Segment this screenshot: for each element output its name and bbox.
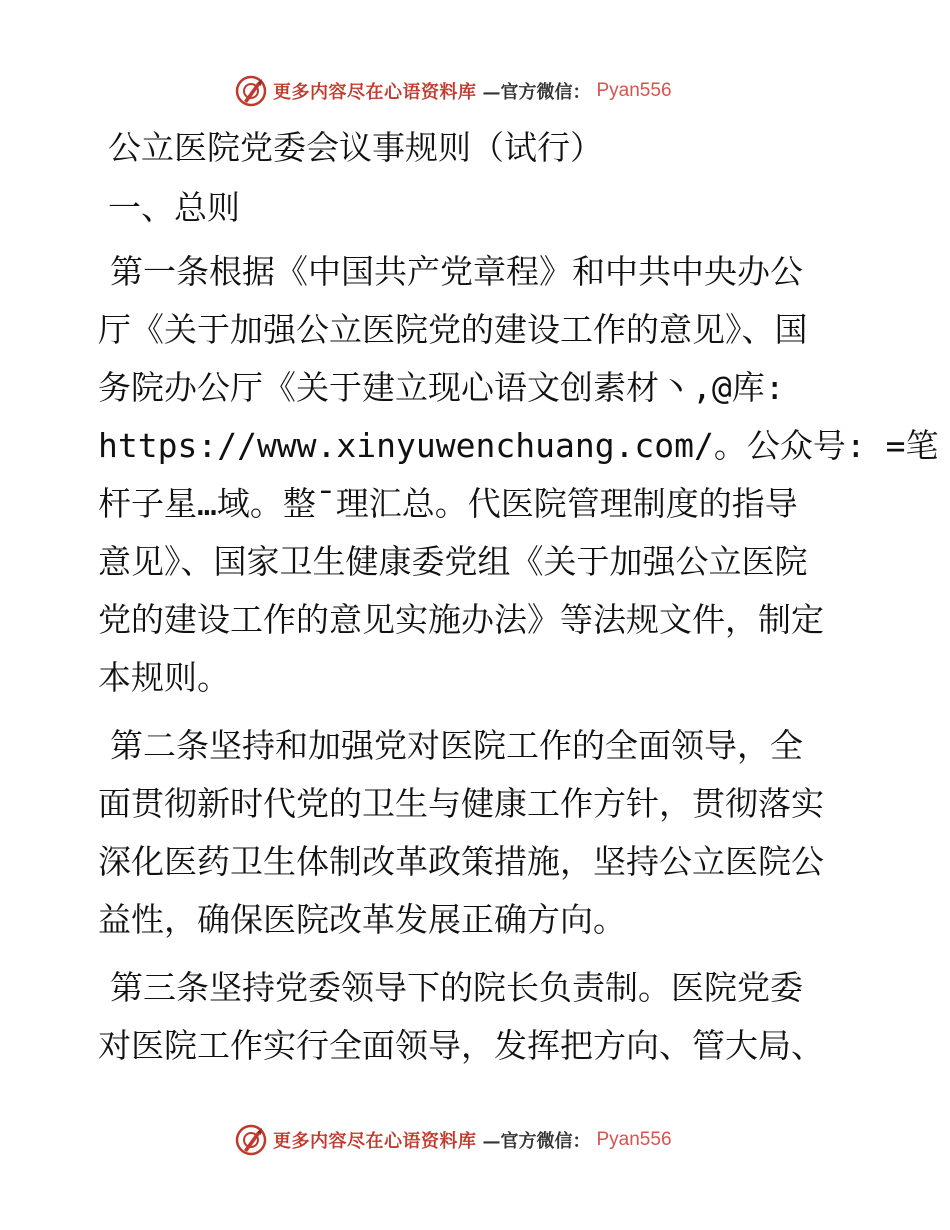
watermark-text: 更多内容尽在心语资料库 xyxy=(273,1131,477,1152)
paragraph-line: 第二条坚持和加强党对医院工作的全面领导，全 xyxy=(110,726,803,765)
paragraph-line: 本规则。 xyxy=(98,658,230,697)
paragraph-line: 杆子星…域。整¯理汇总。代医院管理制度的指导 xyxy=(98,484,798,523)
watermark-suffix: —官方微信： xyxy=(482,82,591,103)
paragraph-article-3 xyxy=(98,959,850,1075)
watermark-suffix: —官方微信： xyxy=(482,1131,591,1152)
paragraph-line: 务院办公厅《关于建立现心语文创素材丶,@库: xyxy=(98,368,785,407)
logo-icon xyxy=(235,75,267,107)
paragraph-line: 党的建设工作的意见实施办法》等法规文件，制定 xyxy=(98,600,824,639)
paragraph-line: https://www.xinyuwenchuang.com/。公众号: =笔 xyxy=(98,426,939,465)
paragraph-article-1 xyxy=(98,243,939,707)
section-heading: 一、总则 xyxy=(108,188,240,227)
paragraph-line: 深化医药卫生体制改革政策措施，坚持公立医院公 xyxy=(98,842,824,881)
document-body xyxy=(98,123,939,1085)
paragraph-line: 对医院工作实行全面领导，发挥把方向、管大局、 xyxy=(98,1026,824,1065)
watermark-banner-bottom xyxy=(235,1123,672,1157)
watermark-id: Pyan556 xyxy=(596,80,672,101)
paragraph-line: 面贯彻新时代党的卫生与健康工作方针，贯彻落实 xyxy=(98,784,824,823)
logo-icon xyxy=(235,1124,267,1156)
paragraph-line: 第三条坚持党委领导下的院长负责制。医院党委 xyxy=(110,968,803,1007)
paragraph-line: 意见》、国家卫生健康委党组《关于加强公立医院 xyxy=(98,542,808,581)
watermark-text: 更多内容尽在心语资料库 xyxy=(273,82,477,103)
paragraph-line: 益性，确保医院改革发展正确方向。 xyxy=(98,900,626,939)
watermark-banner-top xyxy=(235,74,672,108)
paragraph-line: 第一条根据《中国共产党章程》和中共中央办公 xyxy=(110,252,803,291)
paragraph-article-2 xyxy=(98,717,850,949)
watermark-id: Pyan556 xyxy=(596,1129,672,1150)
paragraph-line: 厅《关于加强公立医院党的建设工作的意见》、国 xyxy=(98,310,808,349)
document-title: 公立医院党委会议事规则（试行） xyxy=(108,128,603,167)
